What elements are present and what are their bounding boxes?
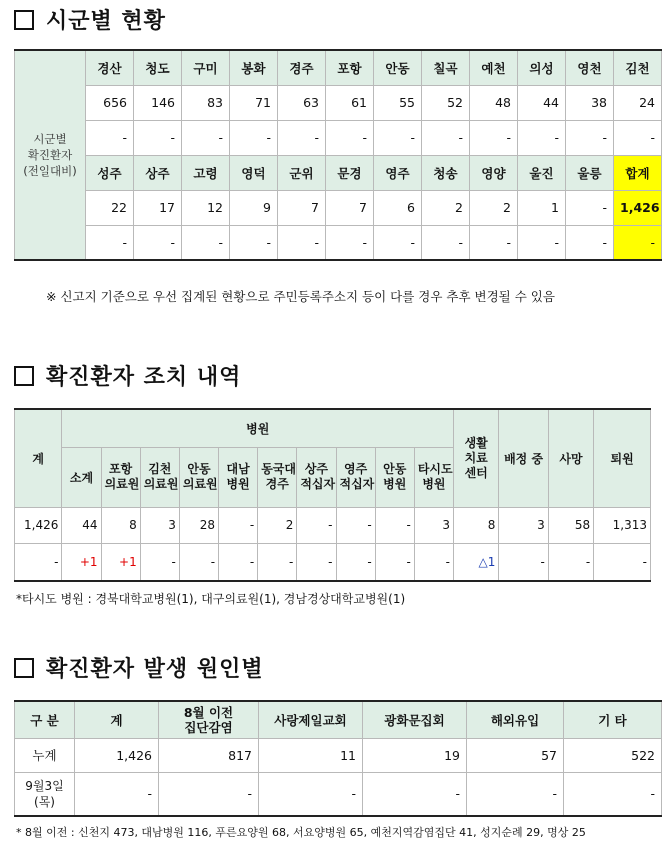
region-change: - <box>566 120 614 155</box>
region-change: - <box>422 225 470 260</box>
measure-change: - <box>140 543 179 581</box>
checkbox-square-icon <box>14 10 34 30</box>
header-total: 계 <box>75 701 159 738</box>
measure-count: 8 <box>101 507 140 543</box>
region-name: 문경 <box>326 155 374 190</box>
measure-count: - <box>375 507 414 543</box>
region-change: - <box>470 120 518 155</box>
measure-count: 3 <box>140 507 179 543</box>
region-change: - <box>374 120 422 155</box>
measure-change: - <box>179 543 218 581</box>
header-living-center: 생활치료센터 <box>454 409 499 507</box>
measure-change: - <box>219 543 258 581</box>
row-label: 9월3일 (목) <box>15 772 75 816</box>
region-name: 영양 <box>470 155 518 190</box>
side-label: 시군별 확진환자 (전일대비) <box>15 50 86 260</box>
region-change: - <box>326 225 374 260</box>
measure-change: - <box>548 543 593 581</box>
hospital-col-header: 대남 병원 <box>219 447 258 507</box>
section3-title: 확진환자 발생 원인별 <box>14 652 264 683</box>
region-change: - <box>230 120 278 155</box>
checkbox-square-icon <box>14 658 34 678</box>
measure-count: 28 <box>179 507 218 543</box>
hospital-col-header: 소계 <box>62 447 101 507</box>
cause-value: - <box>159 772 259 816</box>
measure-count: - <box>297 507 336 543</box>
region-change: - <box>134 120 182 155</box>
region-count: 656 <box>86 85 134 120</box>
cause-value: 19 <box>363 738 467 772</box>
measure-change: △1 <box>454 543 499 581</box>
measure-count: 3 <box>414 507 453 543</box>
region-change: - <box>230 225 278 260</box>
hospital-col-header: 김천 의료원 <box>140 447 179 507</box>
measure-change: - <box>499 543 548 581</box>
cause-value: 11 <box>259 738 363 772</box>
measure-change: - <box>15 543 62 581</box>
measure-change: - <box>414 543 453 581</box>
region-name: 고령 <box>182 155 230 190</box>
region-count: 71 <box>230 85 278 120</box>
region-count: 1 <box>518 190 566 225</box>
measure-change: - <box>375 543 414 581</box>
region-change: - <box>614 120 662 155</box>
region-name: 군위 <box>278 155 326 190</box>
region-count: 12 <box>182 190 230 225</box>
infection-cause-table <box>14 700 662 817</box>
region-name: 청송 <box>422 155 470 190</box>
region-name: 청도 <box>134 50 182 85</box>
region-name: 의성 <box>518 50 566 85</box>
cause-value: 522 <box>564 738 662 772</box>
region-count: 48 <box>470 85 518 120</box>
header-gwanghwamun: 광화문집회 <box>363 701 467 738</box>
measure-count: - <box>336 507 375 543</box>
cause-value: 1,426 <box>75 738 159 772</box>
region-count: 61 <box>326 85 374 120</box>
measure-count: 1,313 <box>594 507 651 543</box>
measure-count: 8 <box>454 507 499 543</box>
measure-count: - <box>219 507 258 543</box>
header-hospital: 병원 <box>62 409 454 447</box>
cause-value: - <box>564 772 662 816</box>
region-change: - <box>470 225 518 260</box>
measure-count: 3 <box>499 507 548 543</box>
cause-value: - <box>75 772 159 816</box>
header-sarang-church: 사랑제일교회 <box>259 701 363 738</box>
region-name: 포항 <box>326 50 374 85</box>
region-count: 52 <box>422 85 470 120</box>
region-count: 83 <box>182 85 230 120</box>
region-name: 영주 <box>374 155 422 190</box>
measure-change: - <box>297 543 336 581</box>
region-change: - <box>278 120 326 155</box>
cause-value: 57 <box>467 738 564 772</box>
region-count: 7 <box>278 190 326 225</box>
region-name: 안동 <box>374 50 422 85</box>
header-category: 구 분 <box>15 701 75 738</box>
hospital-col-header: 안동 병원 <box>375 447 414 507</box>
header-other: 기 타 <box>564 701 662 738</box>
total-label: 합계 <box>614 155 662 190</box>
region-name: 울릉 <box>566 155 614 190</box>
hospital-col-header: 포항 의료원 <box>101 447 140 507</box>
measure-change: +1 <box>101 543 140 581</box>
region-count: 63 <box>278 85 326 120</box>
hospital-col-header: 안동 의료원 <box>179 447 218 507</box>
region-change: - <box>422 120 470 155</box>
region-name: 울진 <box>518 155 566 190</box>
region-change: - <box>518 120 566 155</box>
region-name: 영천 <box>566 50 614 85</box>
region-name: 예천 <box>470 50 518 85</box>
cause-value: - <box>467 772 564 816</box>
region-count: 2 <box>422 190 470 225</box>
header-pre-august: 8월 이전 집단감염 <box>159 701 259 738</box>
region-change: - <box>566 225 614 260</box>
measure-change: - <box>336 543 375 581</box>
region-count: 146 <box>134 85 182 120</box>
hospital-col-header: 동국대 경주 <box>258 447 297 507</box>
checkbox-square-icon <box>14 366 34 386</box>
measure-count: 44 <box>62 507 101 543</box>
measure-change: - <box>258 543 297 581</box>
region-change: - <box>86 120 134 155</box>
region-name: 봉화 <box>230 50 278 85</box>
region-change: - <box>278 225 326 260</box>
cause-value: - <box>363 772 467 816</box>
section3-note: * 8월 이전 : 신천지 473, 대남병원 116, 푸른요양원 68, 서요양병원 65, 예천지역감염집단 41, 성지순례 29, 명상 25 <box>16 826 586 839</box>
total-change: - <box>614 225 662 260</box>
region-count: 44 <box>518 85 566 120</box>
total-count: 1,426 <box>614 190 662 225</box>
region-change: - <box>134 225 182 260</box>
section1-title: 시군별 현황 <box>14 4 166 35</box>
row-label: 누계 <box>15 738 75 772</box>
region-name: 경산 <box>86 50 134 85</box>
region-name: 경주 <box>278 50 326 85</box>
region-count: 24 <box>614 85 662 120</box>
cause-value: - <box>259 772 363 816</box>
cause-value: 817 <box>159 738 259 772</box>
section2-title: 확진환자 조치 내역 <box>14 360 241 391</box>
region-count: 17 <box>134 190 182 225</box>
section1-note: ※ 신고지 기준으로 우선 집계된 현황으로 주민등록주소지 등이 다를 경우 추후 변경될 수 있음 <box>46 289 555 304</box>
region-change: - <box>518 225 566 260</box>
hospital-col-header: 영주 적십자 <box>336 447 375 507</box>
measure-count: 58 <box>548 507 593 543</box>
region-change: - <box>326 120 374 155</box>
hospital-col-header: 타시도 병원 <box>414 447 453 507</box>
region-name: 김천 <box>614 50 662 85</box>
region-count: 38 <box>566 85 614 120</box>
hospital-col-header: 상주 적십자 <box>297 447 336 507</box>
region-change: - <box>374 225 422 260</box>
region-count: 55 <box>374 85 422 120</box>
section2-note: *타시도 병원 : 경북대학교병원(1), 대구의료원(1), 경남경상대학교병원(1) <box>16 592 406 606</box>
patient-measures-table <box>14 408 651 582</box>
region-count: 6 <box>374 190 422 225</box>
header-discharge: 퇴원 <box>594 409 651 507</box>
region-count: 22 <box>86 190 134 225</box>
region-change: - <box>182 225 230 260</box>
region-name: 영덕 <box>230 155 278 190</box>
header-assigning: 배정 중 <box>499 409 548 507</box>
regional-status-table <box>14 49 662 261</box>
header-death: 사망 <box>548 409 593 507</box>
region-change: - <box>182 120 230 155</box>
header-overseas: 해외유입 <box>467 701 564 738</box>
measure-count: 2 <box>258 507 297 543</box>
region-name: 구미 <box>182 50 230 85</box>
region-count: 2 <box>470 190 518 225</box>
region-name: 성주 <box>86 155 134 190</box>
region-name: 상주 <box>134 155 182 190</box>
measure-change: - <box>594 543 651 581</box>
measure-change: +1 <box>62 543 101 581</box>
region-name: 칠곡 <box>422 50 470 85</box>
measure-count: 1,426 <box>15 507 62 543</box>
region-count: 7 <box>326 190 374 225</box>
header-total: 계 <box>15 409 62 507</box>
region-count: 9 <box>230 190 278 225</box>
region-change: - <box>86 225 134 260</box>
region-count: - <box>566 190 614 225</box>
